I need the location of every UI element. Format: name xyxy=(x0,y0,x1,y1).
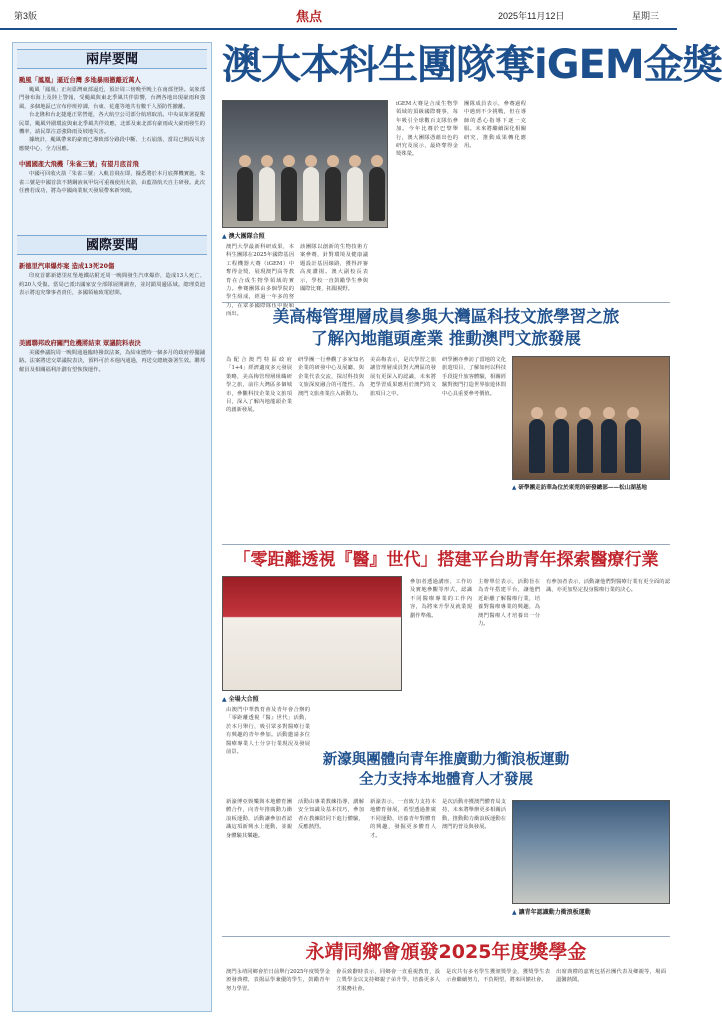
article5-column: 出席典禮的嘉賓包括社團代表及鄉親等，場面溫馨熱鬧。 xyxy=(556,969,666,984)
photo-figure xyxy=(625,419,641,473)
article1-column: iGEM大賽是合成生物學領域的頂級國際賽事，每年吸引全球數百支隊伍參加。今年比賽於巴黎舉行，澳大團隊憑藉出色的研究及展示，最終奪得金獎殊榮。 xyxy=(396,101,458,158)
photo-figure xyxy=(325,167,341,221)
article1-column: 澳門大學最新科研成果，本科生團隊在2025年國際基因工程機器大賽（iGEM）中奪得金獎，展現澳門高等教育在合成生物學領域的實力。參賽團隊由多個學院的學生組成，經過一年多的努力，在眾多國際隊伍中脫穎而出。 xyxy=(226,244,294,318)
article4-column: 新濠博亞娛樂與本地體育團體合作，向青年推廣動力衝浪板運動，活動讓參加者認識這項新興水上運動，並親身體驗其樂趣。 xyxy=(226,799,292,839)
article3-column: 由澳門中華教育會及青年會合辦的「零距離透視『醫』世代」活動，於本月舉行，吸引眾多對醫療行業有興趣的青年參加。活動邀請多位醫療專業人士分享行業現況及發展前景。 xyxy=(226,707,310,756)
article1-caption xyxy=(222,231,265,240)
page-number: 第3版 xyxy=(14,11,38,21)
photo-figure xyxy=(553,419,569,473)
caption-text: 澳大團隊合照 xyxy=(228,233,265,240)
photo-figure xyxy=(369,167,385,221)
article2-headline-line1: 美高梅管理層成員參與大灣區科技文旅學習之旅 xyxy=(272,307,620,326)
sidebar-paragraph: 颱風「鳳凰」正向臺灣東部逼近，預計周三傍晚至晚上在南部登陸。氣象部門發布海上及陸上警報，受颱風與東北季風共伴影響，台灣各地出現豪雨和強風，多個地區已宣布停班停課，台東、花蓮等地共有數千人預防性撤離。 xyxy=(19,87,205,110)
photo-figure xyxy=(529,419,545,473)
article2-photo xyxy=(512,356,670,480)
article2-caption xyxy=(512,483,670,491)
photo-figure xyxy=(237,167,253,221)
article2-column: 為配合澳門特區政府「1+4」經濟適度多元發展策略，美高梅管理層組織研學之旅，前往大灣區多個城市，參觀科技企業及文旅項目，深入了解內地龍頭企業的創新發展。 xyxy=(226,357,292,414)
article5-column: 澳門永靖同鄉會於日前舉行2025年度獎學金頒發典禮，表揚品學兼優的學生，鼓勵青年努力學習。 xyxy=(226,969,330,992)
article3-column: 有參加者表示，活動讓他們對醫療行業有更全面的認識，亦更加堅定投身醫療行業的決心。 xyxy=(546,579,670,594)
article4-photo xyxy=(512,800,670,904)
article1-column: 該團隊以創新的生物技術方案參賽，針對環境及健康議題設計基因線路，獲得評審高度讚揚。澳大副校長表示，學校一直鼓勵學生參與國際比賽，拓闊視野。 xyxy=(300,244,368,293)
sidebar-paragraph: 中國可回收火箭「朱雀三號」入軌首飛在即，據悉將於本月底擇機實施。朱雀三號是中國首款不銹鋼液氧甲烷可重複使用火箭，由藍箭航天自主研發。此次任務若成功，將為中國商業航天發展帶來新突破。 xyxy=(19,171,205,195)
sidebar-paragraph: 美國參議院周一晚間通過臨時撥款法案，為結束歷時一個多月的政府停擺鋪路。法案將送交眾議院表決，預料可於本週內通過，再送交總統簽署生效。聯邦僱員及相關福利計劃有望恢復運作。 xyxy=(19,349,205,373)
section-title-cross-strait: 兩岸要聞 xyxy=(17,49,207,69)
article2-headline xyxy=(222,306,670,350)
article1-column: 團隊成員表示，參賽過程中遇到不少挑戰，但在導師的悉心指導下逐一克服。未來將繼續深化相關研究，推動成果轉化應用。 xyxy=(464,101,526,150)
article4-column: 是次活動亦獲澳門體育局支持，未來將舉辦更多相關活動，推動動力衝浪板運動在澳門的普及與發展。 xyxy=(442,799,506,831)
caption-marker-icon: ▲ xyxy=(222,696,227,703)
weekday: 星期三 xyxy=(632,11,660,21)
masthead: 焦点 xyxy=(296,10,323,25)
article3-caption xyxy=(222,694,259,703)
divider xyxy=(222,936,670,937)
article2-headline-line2: 了解內地龍頭產業 推動澳門文旅發展 xyxy=(311,329,581,348)
sidebar-paragraph: 據統計，颱風帶來的豪雨已導致部分路段中斷、土石崩落，當局已開設災害應變中心，全力因應。 xyxy=(19,137,205,152)
caption-text: 讓青年認識動力衝浪板運動 xyxy=(518,909,591,916)
photo-figure xyxy=(601,419,617,473)
article3-headline: 「零距離透視『醫』世代」搭建平台助青年探索醫療行業 xyxy=(233,550,659,570)
photo-figure xyxy=(281,167,297,221)
photo-figure xyxy=(303,167,319,221)
article1-headline: 澳大本科生團隊奪iGEM金獎 xyxy=(222,42,722,88)
article1-photo xyxy=(222,100,388,228)
article4-caption xyxy=(512,907,591,916)
section-title-international: 國際要聞 xyxy=(17,235,207,255)
sidebar-paragraph: 台北隆和台北捷運正常營運，各大航空公司部分航班取消。中央氣象署提醒民眾，颱風外圍環流與東北季風共伴效應，北部及東北部有豪雨或大豪雨發生的機率，請民眾注意強降雨及坡地災害。 xyxy=(19,112,205,136)
caption-text: 研學團走訪華為位於東莞的研發總部——松山湖基地 xyxy=(518,485,647,491)
caption-marker-icon: ▲ xyxy=(512,909,517,916)
article5-column: 會長致辭時表示，同鄉會一直重視教育，設立獎學金以支持鄉親子弟升學，培養更多人才服務社會。 xyxy=(336,969,440,992)
photo-figure xyxy=(347,167,363,221)
article2-column: 美高梅表示，是次學習之旅讓管理層成員對大灣區的發展有更深入的認識，未來將把學習成果應用於澳門的文旅項目之中。 xyxy=(370,357,436,397)
page-header xyxy=(0,0,677,30)
article4-headline xyxy=(222,750,670,790)
article2-column: 研學團亦參訪了當地的文化旅遊項目，了解如何以科技手段提升旅客體驗，相關經驗對澳門打造世界旅遊休閒中心具重要參考價值。 xyxy=(442,357,506,397)
caption-marker-icon: ▲ xyxy=(512,485,517,491)
article2-column: 研學團一行參觀了多家知名企業的研發中心及展廳，與企業代表交流，探討科技與文旅深度融合的可能性，為澳門文旅產業注入新動力。 xyxy=(298,357,364,397)
caption-text: 全場大合照 xyxy=(228,696,259,703)
article3-column: 主辦單位表示，活動旨在為青年搭建平台，讓他們近距離了解醫療行業，培養對醫療專業的興趣，為澳門醫療人才培養出一分力。 xyxy=(478,579,540,628)
sidebar-headline: 颱風「鳳凰」逼近台灣 多地暴雨撤離近萬人 xyxy=(19,77,141,84)
article4-headline-line2: 全力支持本地體育人才發展 xyxy=(359,772,533,788)
news-sidebar xyxy=(12,42,212,1012)
divider xyxy=(222,302,670,303)
sidebar-headline: 美國聯邦政府關門危機將結束 眾議院料表決 xyxy=(19,339,141,347)
article5-column: 是次共有多名學生獲頒獎學金，獲獎學生表示會繼續努力，不負期望，將來回饋社會。 xyxy=(446,969,550,984)
photo-figure xyxy=(259,167,275,221)
sidebar-headline: 新德里汽車爆炸案 造成13死20傷 xyxy=(19,263,115,271)
article3-photo xyxy=(222,576,402,691)
article4-column: 活動由專業教練指導，講解安全知識及基本技巧，參加者在教練陪同下進行體驗，反應熱烈。 xyxy=(298,799,364,831)
article5-headline: 永靖同鄉會頒發2025年度獎學金 xyxy=(305,941,587,963)
article4-headline-line1: 新濠與團體向青年推廣動力衝浪板運動 xyxy=(322,752,570,768)
article3-column: 參加者透過講座、工作坊及實地參觀等形式，認識不同醫療專業的工作內容，為將來升學及就業規劃作準備。 xyxy=(410,579,472,619)
sidebar-headline: 中國國產大飛機「朱雀三號」有望月底首飛 xyxy=(19,161,139,169)
caption-marker-icon: ▲ xyxy=(222,233,227,240)
article4-column: 新濠表示，一直致力支持本地體育發展，希望透過推廣不同運動，培養青年對體育的興趣，發掘更多體育人才。 xyxy=(370,799,436,839)
issue-date: 2025年11月12日 xyxy=(498,11,565,21)
photo-figure xyxy=(577,419,593,473)
sidebar-paragraph: 印度首都新德里紅堡地鐵站附近周一晚間發生汽車爆炸，造成13人死亡、約20人受傷。當局已派出國家安全部隊展開調查，並封鎖周邊區域。總理莫迪表示將追究肇事者責任，多國領袖致電慰問。 xyxy=(19,273,205,297)
divider xyxy=(222,544,670,545)
